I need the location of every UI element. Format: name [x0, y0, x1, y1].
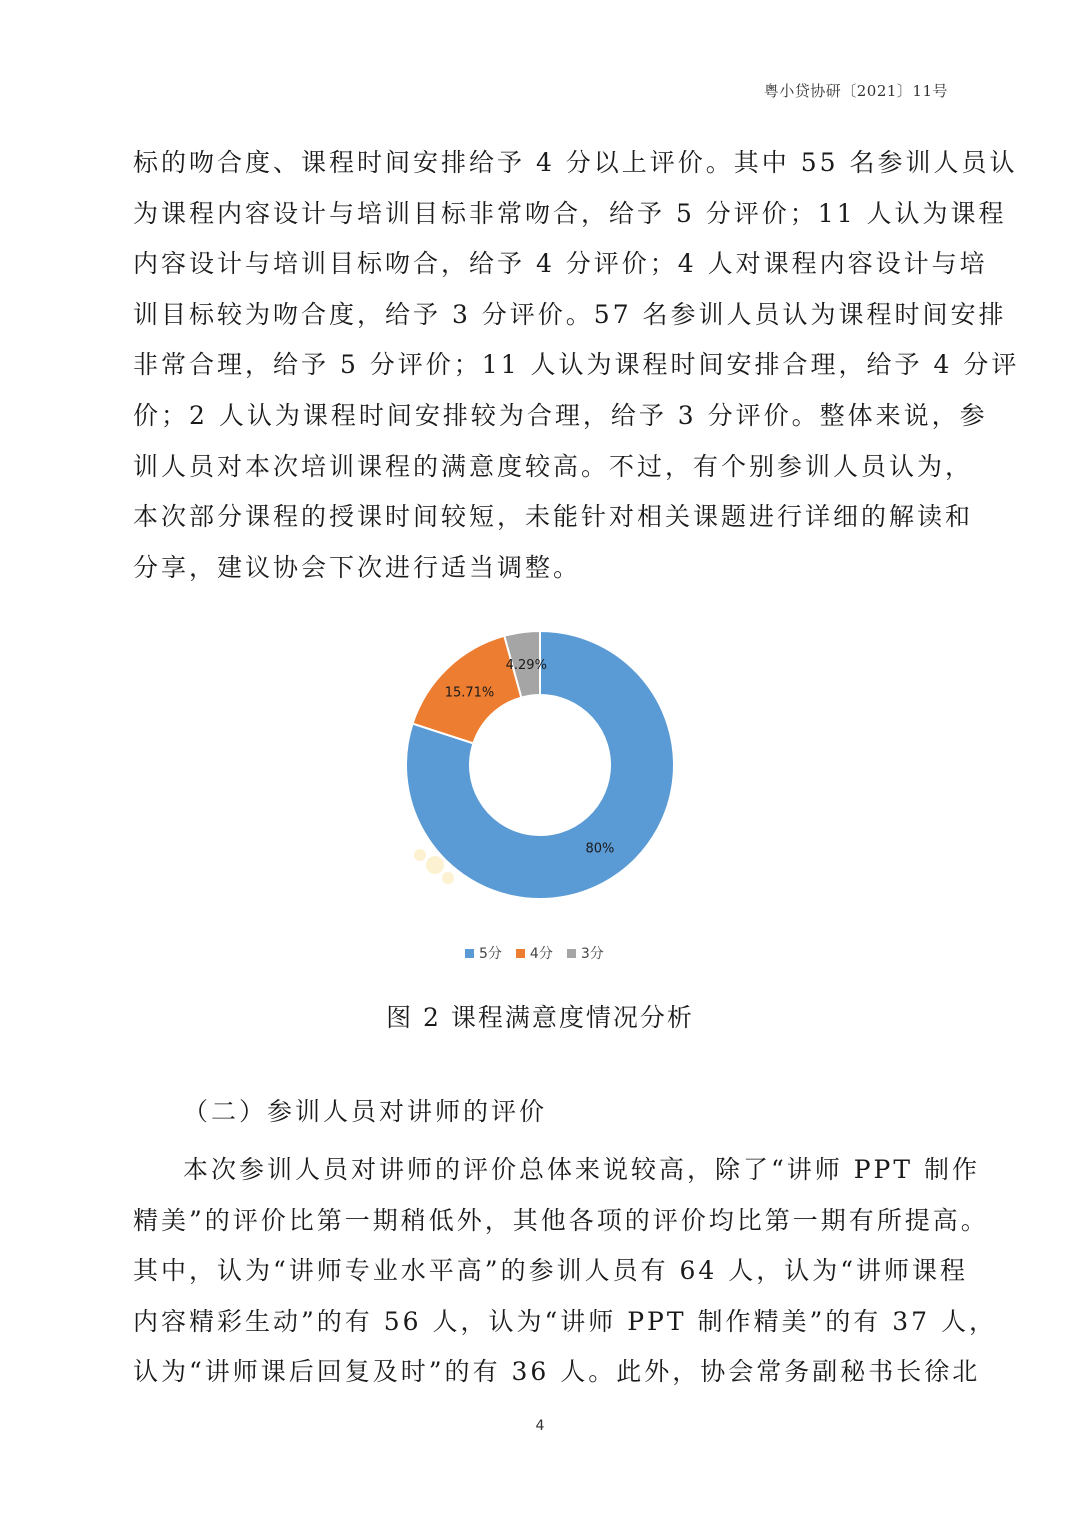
- paragraph-course-evaluation: [133, 138, 1020, 593]
- watermark-flower-icon: [442, 872, 454, 884]
- donut-label-4分: 15.71%: [444, 685, 495, 701]
- satisfaction-donut-chart: [380, 620, 700, 980]
- paragraph-line: 训目标较为吻合度，给予 3 分评价。57 名参训人员认为课程时间安排: [133, 299, 1007, 329]
- legend-label-5: 5分: [479, 946, 502, 962]
- paragraph-line: 精美”的评价比第一期稍低外，其他各项的评价均比第一期有所提高。: [133, 1205, 989, 1235]
- document-number: 粤小贷协研〔2021〕11号: [763, 82, 948, 100]
- paragraph-line: 本次部分课程的授课时间较短，未能针对相关课题进行详细的解读和: [133, 502, 974, 532]
- figure-caption: 图 2 课程满意度情况分析: [386, 1003, 694, 1032]
- legend-swatch-5: [465, 949, 474, 958]
- donut-label-5分: 80%: [585, 841, 615, 857]
- section-heading: （二）参训人员对讲师的评价: [183, 1097, 548, 1126]
- paragraph-line: 内容精彩生动”的有 56 人，认为“讲师 PPT 制作精美”的有 37 人，: [133, 1306, 997, 1336]
- legend-item-3: [567, 943, 604, 963]
- paragraph-line: 为课程内容设计与培训目标非常吻合，给予 5 分评价；11 人认为课程: [133, 198, 1007, 228]
- paragraph-line: 标的吻合度、课程时间安排给予 4 分以上评价。其中 55 名参训人员认: [133, 148, 1018, 177]
- paragraph-line: 价；2 人认为课程时间安排较为合理，给予 3 分评价。整体来说，参: [133, 400, 988, 430]
- legend-swatch-3: [567, 949, 576, 958]
- chart-legend: [465, 943, 604, 963]
- page-number: 4: [535, 1418, 545, 1434]
- legend-swatch-4: [516, 949, 525, 958]
- legend-item-5: [465, 943, 502, 963]
- donut-chart-svg: [380, 620, 700, 920]
- donut-label-3分: 4.29%: [505, 657, 547, 673]
- paragraph-lecturer-evaluation: [133, 1145, 997, 1398]
- paragraph-line: 认为“讲师课后回复及时”的有 36 人。此外，协会常务副秘书长徐北: [133, 1357, 981, 1387]
- legend-label-3: 3分: [580, 946, 604, 962]
- legend-item-4: [516, 943, 553, 963]
- watermark-flower-icon: [414, 849, 426, 861]
- legend-label-4: 4分: [529, 946, 553, 962]
- paragraph-line: 其中，认为“讲师专业水平高”的参训人员有 64 人，认为“讲师课程: [133, 1256, 969, 1286]
- paragraph-line: 本次参训人员对讲师的评价总体来说较高，除了“讲师 PPT 制作: [183, 1155, 980, 1184]
- paragraph-line: 非常合理，给予 5 分评价；11 人认为课程时间安排合理，给予 4 分评: [133, 350, 1020, 380]
- paragraph-line: 训人员对本次培训课程的满意度较高。不过，有个别参训人员认为，: [133, 451, 974, 481]
- paragraph-line: 内容设计与培训目标吻合，给予 4 分评价；4 人对课程内容设计与培: [133, 249, 988, 279]
- paragraph-line: 分享，建议协会下次进行适当调整。: [133, 552, 582, 582]
- watermark-flower-icon: [426, 856, 444, 874]
